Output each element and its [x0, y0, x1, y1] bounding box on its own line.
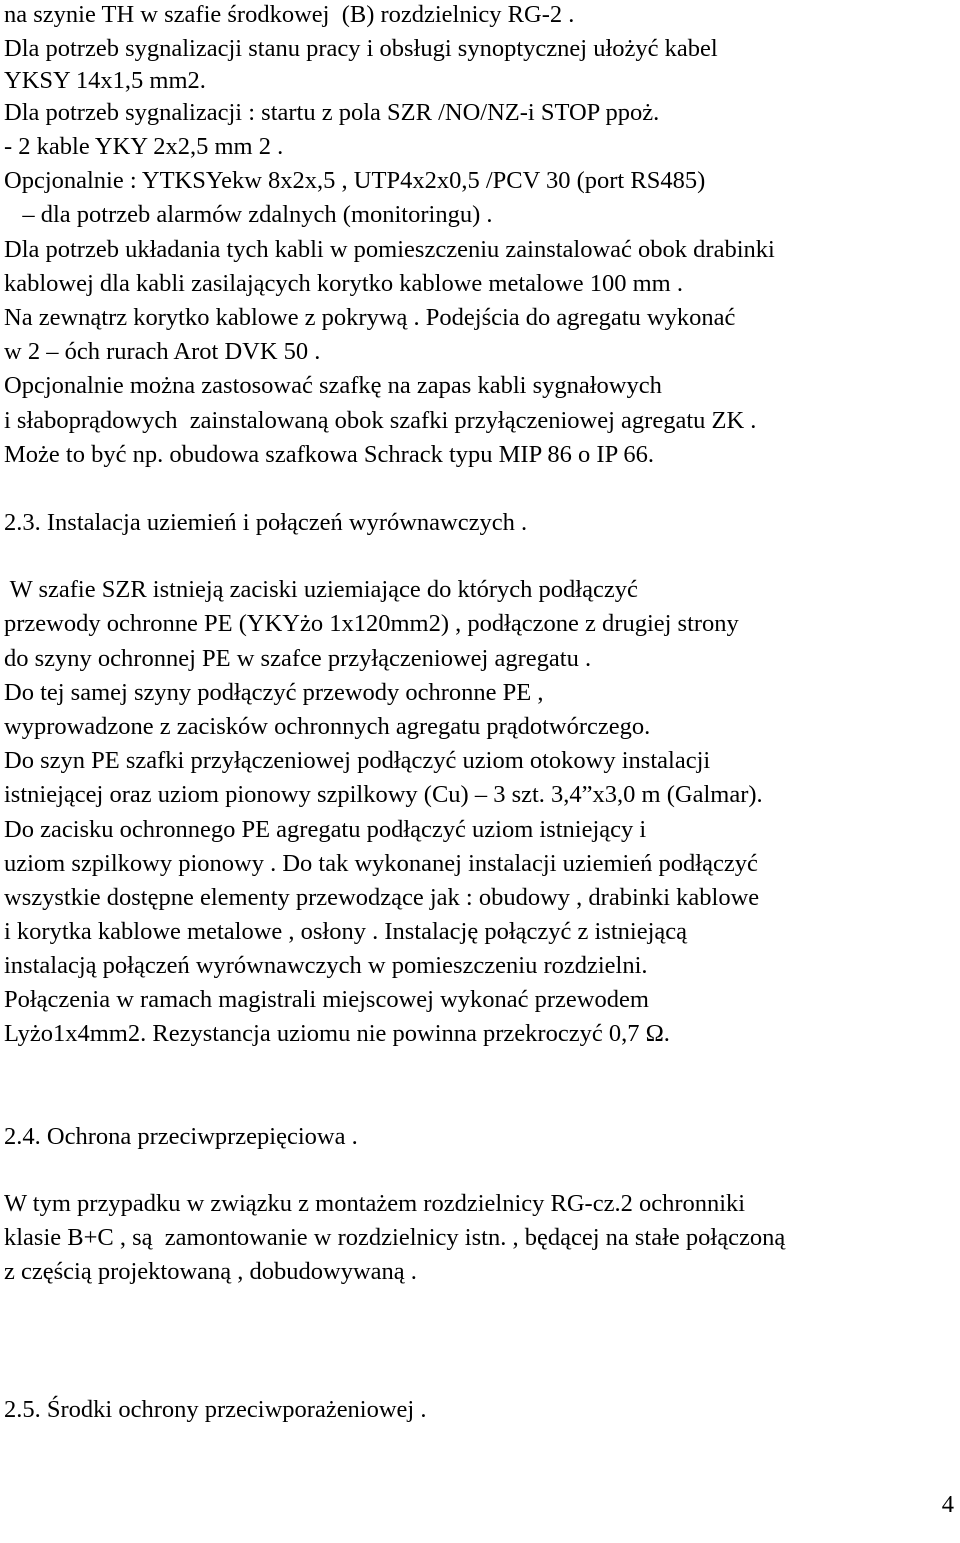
- text-line: uziom szpilkowy pionowy . Do tak wykonanej instalacji uziemień podłączyć: [4, 850, 758, 877]
- text-line: Może to być np. obudowa szafkowa Schrack typu MIP 86 o IP 66.: [4, 441, 655, 468]
- text-line: W tym przypadku w związku z montażem rozdzielnicy RG-cz.2 ochronniki: [4, 1190, 746, 1217]
- text-line: W szafie SZR istnieją zaciski uziemiające do których podłączyć: [4, 576, 638, 603]
- text-line: Opcjonalnie : YTKSYekw 8x2x,5 , UTP4x2x0,5 /PCV 30 (port RS485): [4, 167, 706, 194]
- text-line: Lyżo1x4mm2. Rezystancja uziomu nie powinna przekroczyć 0,7 Ω.: [4, 1020, 670, 1047]
- section-heading: 2.5. Środki ochrony przeciwporażeniowej .: [4, 1396, 427, 1423]
- text-line: wyprowadzone z zacisków ochronnych agregatu prądotwórczego.: [4, 713, 651, 740]
- text-line: istniejącej oraz uziom pionowy szpilkowy (Cu) – 3 szt. 3,4”x3,0 m (Galmar).: [4, 781, 763, 808]
- text-line: w 2 – óch rurach Arot DVK 50 .: [4, 338, 321, 365]
- text-line: wszystkie dostępne elementy przewodzące jak : obudowy , drabinki kablowe: [4, 884, 760, 911]
- text-line: klasie B+C , są zamontowanie w rozdzielnicy istn. , będącej na stałe połączoną: [4, 1224, 786, 1251]
- text-line: przewody ochronne PE (YKYżo 1x120mm2) , podłączone z drugiej strony: [4, 610, 739, 637]
- text-line: Do szyn PE szafki przyłączeniowej podłączyć uziom otokowy instalacji: [4, 747, 711, 774]
- text-line: Dla potrzeb układania tych kabli w pomieszczeniu zainstalować obok drabinki: [4, 236, 775, 263]
- text-line: kablowej dla kabli zasilających korytko kablowe metalowe 100 mm .: [4, 270, 683, 297]
- text-line: na szynie TH w szafie środkowej (B) rozdzielnicy RG-2 .: [4, 1, 575, 28]
- text-line: Dla potrzeb sygnalizacji stanu pracy i obsługi synoptycznej ułożyć kabel: [4, 35, 718, 62]
- text-line: Dla potrzeb sygnalizacji : startu z pola SZR /NO/NZ-i STOP ppoż.: [4, 99, 660, 126]
- text-line: Na zewnątrz korytko kablowe z pokrywą . Podejścia do agregatu wykonać: [4, 304, 736, 331]
- text-line: Połączenia w ramach magistrali miejscowej wykonać przewodem: [4, 986, 649, 1013]
- section-heading: 2.4. Ochrona przeciwprzepięciowa .: [4, 1123, 358, 1150]
- text-line: – dla potrzeb alarmów zdalnych (monitoringu) .: [4, 201, 493, 228]
- text-line: Do zacisku ochronnego PE agregatu podłączyć uziom istniejący i: [4, 816, 647, 843]
- section-heading: 2.3. Instalacja uziemień i połączeń wyrównawczych .: [4, 509, 528, 536]
- text-line: YKSY 14x1,5 mm2.: [4, 67, 206, 94]
- page-number: 4: [941, 1491, 954, 1518]
- text-line: i słaboprądowych zainstalowaną obok szafki przyłączeniowej agregatu ZK .: [4, 407, 757, 434]
- text-line: Do tej samej szyny podłączyć przewody ochronne PE ,: [4, 679, 544, 706]
- text-line: i korytka kablowe metalowe , osłony . Instalację połączyć z istniejącą: [4, 918, 688, 945]
- text-line: z częścią projektowaną , dobudowywaną .: [4, 1258, 417, 1285]
- text-line: instalacją połączeń wyrównawczych w pomieszczeniu rozdzielni.: [4, 952, 648, 979]
- text-line: Opcjonalnie można zastosować szafkę na zapas kabli sygnałowych: [4, 372, 662, 399]
- text-line: do szyny ochronnej PE w szafce przyłączeniowej agregatu .: [4, 645, 592, 672]
- text-line: - 2 kable YKY 2x2,5 mm 2 .: [4, 133, 284, 160]
